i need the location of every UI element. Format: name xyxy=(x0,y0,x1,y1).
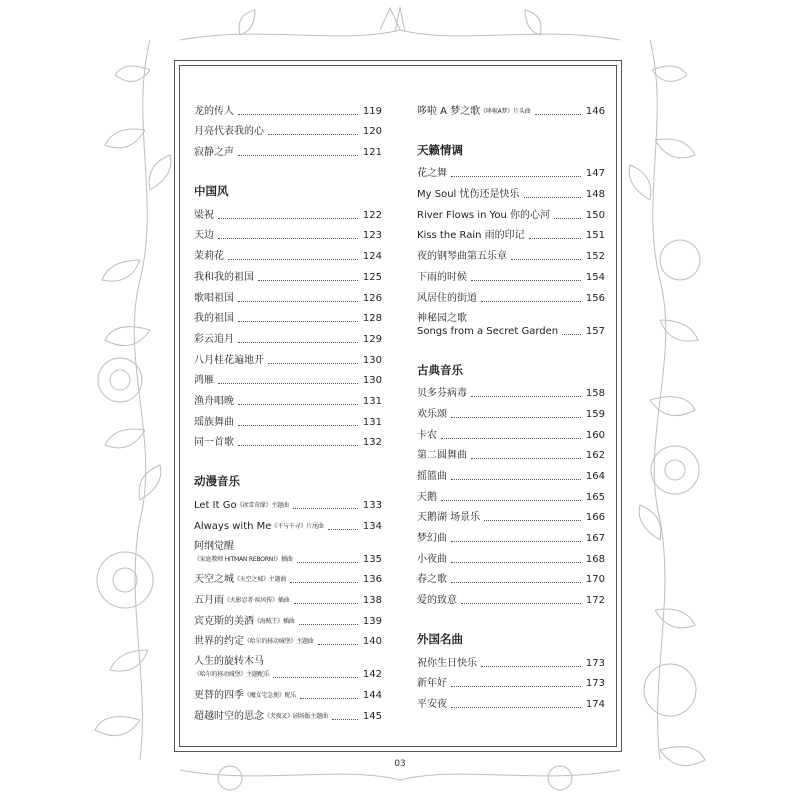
toc-entry[interactable] xyxy=(417,400,605,421)
dot-leader xyxy=(297,562,358,563)
toc-entry-title: 爱的致意 xyxy=(417,595,457,607)
toc-entry-title: 瑶族舞曲 xyxy=(194,416,234,428)
dot-leader xyxy=(238,404,358,405)
toc-entry-subtitle: 《天空之城》主题曲 xyxy=(234,576,287,584)
dot-leader xyxy=(451,582,581,583)
toc-entry[interactable] xyxy=(417,263,605,284)
toc-entry-page: 124 xyxy=(362,251,382,263)
toc-entry-page: 135 xyxy=(362,553,382,565)
toc-entry[interactable] xyxy=(417,442,605,463)
toc-entry-line xyxy=(417,325,605,338)
dot-leader xyxy=(554,218,581,219)
toc-entry-title: 梁祝 xyxy=(194,209,214,221)
toc-entry[interactable] xyxy=(194,138,382,159)
toc-entry-page: 119 xyxy=(362,105,382,117)
toc-entry[interactable] xyxy=(194,533,382,566)
toc-entry[interactable] xyxy=(417,649,605,670)
toc-entry-page: 167 xyxy=(585,533,605,544)
dot-leader xyxy=(451,562,581,563)
toc-entry[interactable] xyxy=(417,222,605,243)
toc-entry-title: 卡农 xyxy=(417,429,437,441)
toc-entry[interactable] xyxy=(194,222,382,243)
toc-entry[interactable] xyxy=(417,160,605,181)
toc-entry-title: 平安夜 xyxy=(417,699,447,711)
toc-entry-title: 我的祖国 xyxy=(194,313,234,325)
toc-entry[interactable] xyxy=(194,284,382,305)
toc-entry-title: Let It Go xyxy=(194,500,237,511)
toc-entry-page: 174 xyxy=(585,699,605,711)
section-heading: 动漫音乐 xyxy=(194,474,240,489)
toc-entry-page: 148 xyxy=(585,189,605,201)
toc-entry-page: 147 xyxy=(585,168,605,180)
toc-entry-title: Kiss the Rain 雨的印记 xyxy=(417,230,525,242)
dot-leader xyxy=(268,134,358,135)
toc-entry-title: 超越时空的思念 xyxy=(194,710,264,722)
toc-entry[interactable] xyxy=(194,305,382,326)
toc-entry-title: 风居住的街道 xyxy=(417,292,477,304)
toc-entry-page: 154 xyxy=(585,271,605,283)
dot-leader xyxy=(524,197,582,198)
dot-leader xyxy=(535,114,581,115)
toc-entry[interactable] xyxy=(417,201,605,222)
toc-entry-page: 150 xyxy=(585,209,605,221)
toc-entry-title: 天空之城 xyxy=(194,574,234,586)
toc-entry-line xyxy=(194,553,382,566)
toc-entry[interactable] xyxy=(194,325,382,346)
toc-entry-page: 139 xyxy=(362,615,382,627)
dot-leader xyxy=(451,686,581,687)
toc-entry-page: 164 xyxy=(585,470,605,482)
dot-leader xyxy=(273,677,358,678)
toc-entry-title: Always with Me xyxy=(194,520,272,532)
toc-entry-title: 祝你生日快乐 xyxy=(417,657,477,669)
toc-entry-page: 142 xyxy=(362,669,382,681)
toc-entry-page: 158 xyxy=(585,388,605,400)
dot-leader xyxy=(328,529,358,530)
toc-entry-title: 茉莉花 xyxy=(194,251,224,263)
toc-entry-page: 162 xyxy=(585,450,605,462)
toc-entry[interactable] xyxy=(417,524,605,545)
toc-entry-page: 131 xyxy=(362,395,382,407)
dot-leader xyxy=(228,259,358,260)
toc-entry[interactable] xyxy=(194,628,382,649)
toc-entry-page: 134 xyxy=(362,520,382,532)
toc-entry-title: 摇篮曲 xyxy=(417,470,447,482)
toc-entry-title: 渔舟唱晚 xyxy=(194,395,234,407)
toc-entry-page: 131 xyxy=(362,416,382,428)
toc-entry-title: 歌唱祖国 xyxy=(194,292,234,304)
dot-leader xyxy=(238,155,358,156)
toc-entry-page: 168 xyxy=(585,553,605,565)
toc-entry-page: 159 xyxy=(585,408,605,420)
dot-leader xyxy=(471,280,581,281)
dot-leader xyxy=(451,707,581,708)
toc-entry[interactable] xyxy=(417,483,605,504)
toc-entry-subtitle: 《哈尔的移动城堡》主题配乐 xyxy=(194,671,270,679)
dot-leader xyxy=(511,259,581,260)
toc-entry-page: 145 xyxy=(362,710,382,722)
toc-entry-page: 133 xyxy=(362,500,382,511)
toc-entry[interactable] xyxy=(417,670,605,691)
toc-entry[interactable] xyxy=(417,97,605,118)
section-heading: 古典音乐 xyxy=(417,362,463,377)
toc-entry[interactable] xyxy=(194,491,382,512)
toc-entry[interactable] xyxy=(194,566,382,587)
toc-entry-subtitle: 《千与千寻》片尾曲 xyxy=(271,522,324,530)
toc-entry-page: 123 xyxy=(362,230,382,242)
toc-entry-page: 125 xyxy=(362,271,382,283)
dot-leader xyxy=(451,479,581,480)
dot-leader xyxy=(441,438,581,439)
toc-entry-title: 月亮代表我的心 xyxy=(194,126,264,138)
dot-leader xyxy=(529,238,581,239)
toc-entry-page: 172 xyxy=(585,595,605,607)
toc-entry-title: 第二圆舞曲 xyxy=(417,450,467,462)
toc-entry[interactable] xyxy=(417,284,605,305)
toc-entry[interactable] xyxy=(194,408,382,429)
dot-leader xyxy=(218,383,358,384)
toc-entry-title: My Soul 忧伤还是快乐 xyxy=(417,189,520,201)
toc-right-column xyxy=(417,97,605,711)
toc-entry-title: 新年好 xyxy=(417,678,447,690)
toc-entry-title: 下雨的时候 xyxy=(417,271,467,283)
toc-entry-title: 天鹅湖 场景乐 xyxy=(417,512,481,524)
toc-entry[interactable] xyxy=(417,421,605,442)
toc-entry-page: 140 xyxy=(362,636,382,648)
toc-entry[interactable] xyxy=(417,586,605,607)
dot-leader xyxy=(238,342,358,343)
toc-entry-line xyxy=(194,668,382,681)
toc-entry[interactable] xyxy=(194,201,382,222)
toc-entry[interactable] xyxy=(417,462,605,483)
toc-entry-title: 花之舞 xyxy=(417,168,447,180)
toc-entry[interactable] xyxy=(194,346,382,367)
toc-entry-page: 166 xyxy=(585,512,605,524)
toc-entry-title: 贝多芬病毒 xyxy=(417,388,467,400)
dot-leader xyxy=(268,363,358,364)
toc-entry-title: 更替的四季 xyxy=(194,690,244,702)
toc-entry-page: 129 xyxy=(362,333,382,345)
toc-entry-title: 欢乐颂 xyxy=(417,408,447,420)
toc-entry[interactable] xyxy=(417,566,605,587)
section-heading: 外国名曲 xyxy=(417,632,463,647)
toc-entry-subtitle: 《犬夜叉》剧场版主题曲 xyxy=(264,712,328,720)
dot-leader xyxy=(238,301,358,302)
toc-entry[interactable] xyxy=(194,429,382,450)
toc-entry-title: River Flows in You 你的心河 xyxy=(417,209,551,221)
toc-entry-subtitle: 《冰雪奇缘》主题曲 xyxy=(236,502,289,509)
section-heading: 中国风 xyxy=(194,184,229,199)
toc-entry-page: 120 xyxy=(362,126,382,138)
dot-leader xyxy=(238,114,358,115)
toc-entry-page: 136 xyxy=(362,574,382,586)
toc-left-column xyxy=(194,97,382,723)
toc-entry-title: 天边 xyxy=(194,230,214,242)
toc-entry-title: 龙的传人 xyxy=(194,105,234,117)
toc-entry-page: 151 xyxy=(585,230,605,242)
toc-entry-title: 我和我的祖国 xyxy=(194,271,254,283)
dot-leader xyxy=(441,500,581,501)
toc-entry-page: 173 xyxy=(585,657,605,669)
toc-entry-subtitle: 《火影忍者·疾风传》插曲 xyxy=(224,597,290,605)
dot-leader xyxy=(293,508,358,509)
toc-entry[interactable] xyxy=(194,242,382,263)
toc-entry-title: 彩云追月 xyxy=(194,333,234,345)
dot-leader xyxy=(238,445,358,446)
section-heading: 天籁情调 xyxy=(417,142,463,157)
toc-entry-title: 夜的钢琴曲第五乐章 xyxy=(417,251,507,263)
toc-entry[interactable] xyxy=(194,97,382,118)
toc-entry-subtitle: 《魔女宅急便》配乐 xyxy=(244,692,297,700)
toc-entry-page: 130 xyxy=(362,375,382,387)
toc-entry[interactable] xyxy=(194,263,382,284)
toc-entry-subtitle: 《海贼王》插曲 xyxy=(254,617,295,625)
toc-entry-title: 鸿雁 xyxy=(194,375,214,387)
toc-entry-title: 同一首歌 xyxy=(194,437,234,449)
toc-entry-page: 160 xyxy=(585,429,605,441)
toc-entry-title: 神秘园之歌 xyxy=(417,312,467,324)
dot-leader xyxy=(471,458,581,459)
toc-entry-title: 世界的约定 xyxy=(194,636,244,648)
toc-entry-title: 天鹅 xyxy=(417,491,437,503)
toc-entry[interactable] xyxy=(417,380,605,401)
toc-entry-title: 小夜曲 xyxy=(417,553,447,565)
dot-leader xyxy=(481,301,581,302)
toc-entry-page: 138 xyxy=(362,595,382,607)
toc-entry-title: 五月雨 xyxy=(194,595,224,607)
page-number: 03 xyxy=(394,759,406,769)
toc-entry-title: 哆啦 A 梦之歌 xyxy=(417,105,481,117)
dot-leader xyxy=(290,582,358,583)
toc-entry[interactable] xyxy=(417,545,605,566)
dot-leader xyxy=(218,238,358,239)
dot-leader xyxy=(471,396,581,397)
dot-leader xyxy=(451,417,581,418)
toc-entry-page: 156 xyxy=(585,292,605,304)
dot-leader xyxy=(318,644,358,645)
toc-entry-title: 八月桂花遍地开 xyxy=(194,354,264,366)
dot-leader xyxy=(300,698,358,699)
toc-entry-title: 人生的旋转木马 xyxy=(194,656,264,668)
toc-entry-page: 144 xyxy=(362,690,382,702)
toc-entry-title: 寂静之声 xyxy=(194,147,234,159)
toc-entry-title: 梦幻曲 xyxy=(417,533,447,544)
dot-leader xyxy=(238,321,358,322)
dot-leader xyxy=(332,719,358,720)
dot-leader xyxy=(294,603,358,604)
dot-leader xyxy=(238,425,358,426)
toc-entry[interactable] xyxy=(194,586,382,607)
toc-entry[interactable] xyxy=(417,305,605,338)
dot-leader xyxy=(562,334,581,335)
toc-entry[interactable] xyxy=(417,690,605,711)
toc-entry-page: 157 xyxy=(585,325,605,337)
toc-entry-subtitle: 《家庭教师 HITMAN REBORN!》插曲 xyxy=(194,555,293,563)
toc-entry-title: 阿纲觉醒 xyxy=(194,540,234,552)
toc-entry-page: 146 xyxy=(585,105,605,117)
toc-entry-page: 130 xyxy=(362,354,382,366)
dot-leader xyxy=(258,280,358,281)
toc-entry-page: 170 xyxy=(585,574,605,586)
dot-leader xyxy=(484,520,581,521)
toc-entry[interactable] xyxy=(417,504,605,525)
toc-entry[interactable] xyxy=(194,648,382,681)
toc-entry-page: 128 xyxy=(362,313,382,325)
toc-entry-title: 春之歌 xyxy=(417,574,447,586)
dot-leader xyxy=(461,603,581,604)
toc-entry-page: 165 xyxy=(585,491,605,503)
toc-entry[interactable] xyxy=(417,180,605,201)
toc-entry-page: 122 xyxy=(362,209,382,221)
dot-leader xyxy=(451,541,581,542)
toc-entry[interactable] xyxy=(194,702,382,723)
toc-entry-title: 宾克斯的美酒 xyxy=(194,615,254,627)
dot-leader xyxy=(218,218,358,219)
toc-entry-page: 152 xyxy=(585,251,605,263)
toc-entry[interactable] xyxy=(194,118,382,139)
toc-entry-subtitle: 《哈尔的移动城堡》主题曲 xyxy=(244,638,314,646)
toc-entry[interactable] xyxy=(194,512,382,533)
toc-entry-page: 126 xyxy=(362,292,382,304)
dot-leader xyxy=(299,624,358,625)
toc-entry[interactable] xyxy=(194,367,382,388)
toc-entry[interactable] xyxy=(417,242,605,263)
dot-leader xyxy=(481,666,581,667)
toc-entry[interactable] xyxy=(194,387,382,408)
dot-leader xyxy=(451,176,581,177)
toc-entry-page: 173 xyxy=(585,678,605,690)
toc-entry-subtitle: 《哆啦A梦》片头曲 xyxy=(480,107,531,115)
toc-entry[interactable] xyxy=(194,681,382,702)
toc-entry-page: 121 xyxy=(362,147,382,159)
toc-entry-subtitle: Songs from a Secret Garden xyxy=(417,325,559,337)
toc-entry[interactable] xyxy=(194,607,382,628)
toc-entry-page: 132 xyxy=(362,437,382,449)
